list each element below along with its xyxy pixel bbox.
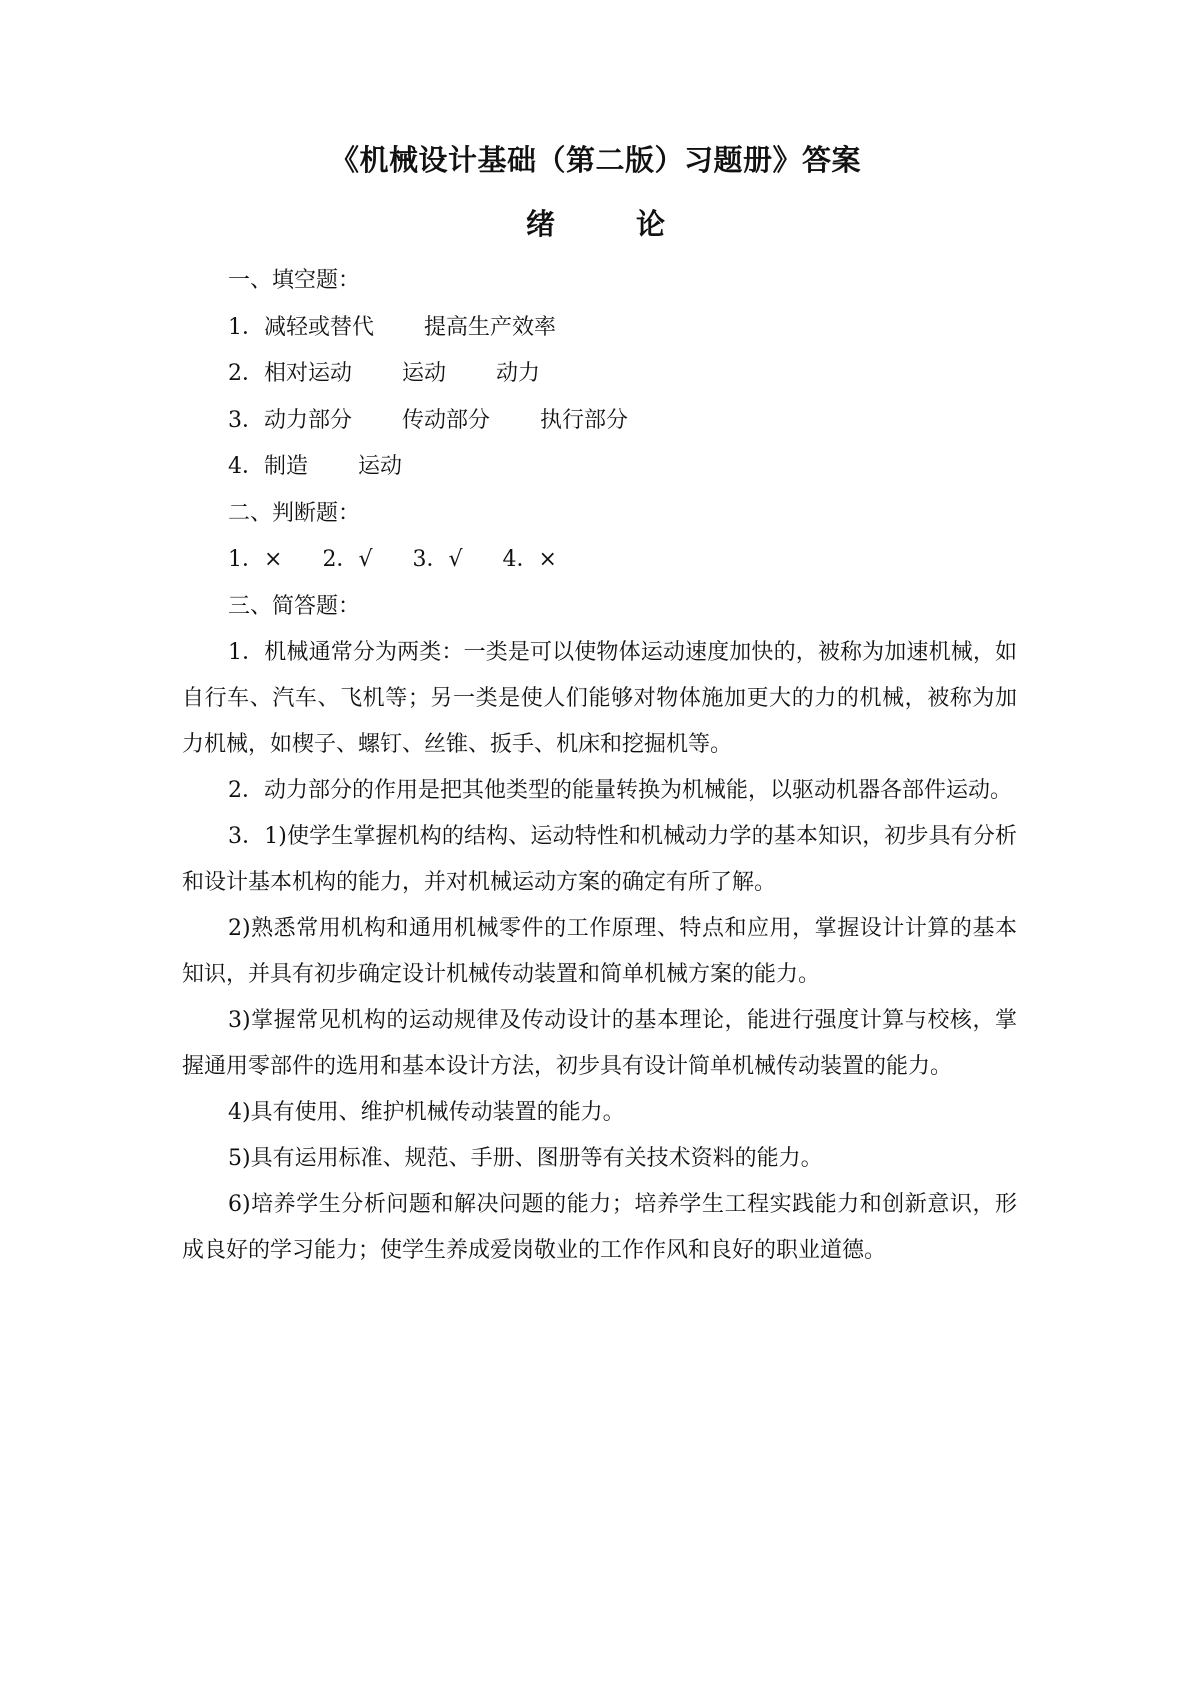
tf-mark: √ — [358, 547, 373, 572]
short-answer-paragraph: 2．动力部分的作用是把其他类型的能量转换为机械能，以驱动机器各部件运动。 — [228, 778, 1012, 803]
fill-blank-item — [182, 351, 1017, 398]
item-number: 3． — [228, 407, 264, 433]
true-false-heading: 二、判断题： — [228, 500, 361, 526]
short-answer-paragraph: 3．1)使学生掌握机构的结构、运动特性和机械动力学的基本知识，初步具有分析和设计基本机构的能力，并对机械运动方案的确定有所了解。 — [182, 824, 1017, 895]
tf-mark: √ — [448, 547, 463, 572]
short-answer-paragraph: 5)具有运用标准、规范、手册、图册等有关技术资料的能力。 — [228, 1146, 823, 1171]
tf-mark: × — [538, 547, 557, 572]
tf-mark: × — [264, 547, 283, 572]
answer: 动力 — [496, 361, 541, 386]
item-number: 4． — [502, 547, 539, 572]
answer-content — [182, 258, 1017, 1274]
item-number: 2． — [322, 547, 359, 572]
answer: 提高生产效率 — [424, 314, 557, 340]
answer: 执行部分 — [540, 407, 629, 433]
short-answer-paragraph: 2)熟悉常用机构和通用机械零件的工作原理、特点和应用，掌握设计计算的基本知识，并具有初步确定设计机械传动装置和简单机械方案的能力。 — [182, 916, 1017, 987]
true-false-answers — [182, 537, 1017, 584]
short-answer-paragraph: 1．机械通常分为两类：一类是可以使物体运动速度加快的，被称为加速机械，如自行车、汽车、飞机等；另一类是使人们能够对物体施加更大的力的机械，被称为加力机械，如楔子、螺钉、丝锥、扳手、机床和挖掘机等。 — [182, 640, 1017, 757]
answer: 传动部分 — [402, 407, 491, 433]
answer: 动力部分 — [264, 407, 353, 433]
item-number: 1． — [228, 547, 264, 572]
answer: 减轻或替代 — [264, 314, 375, 340]
section-title: 绪 论 — [525, 207, 691, 241]
item-number: 1． — [228, 314, 264, 340]
answer: 运动 — [402, 361, 447, 386]
answer: 制造 — [264, 454, 309, 479]
item-number: 2． — [228, 361, 264, 386]
fill-blank-heading: 一、填空题： — [228, 268, 361, 293]
answer: 相对运动 — [264, 361, 353, 386]
short-answer-paragraph: 4)具有使用、维护机械传动装置的能力。 — [228, 1100, 625, 1125]
short-answer-paragraph: 6)培养学生分析问题和解决问题的能力；培养学生工程实践能力和创新意识，形成良好的学习能力；使学生养成爱岗敬业的工作作风和良好的职业道德。 — [182, 1192, 1017, 1263]
document-title: 《机械设计基础（第二版）习题册》答案 — [329, 143, 861, 177]
short-answer-heading: 三、简答题： — [228, 593, 361, 619]
item-number: 4． — [228, 454, 264, 479]
fill-blank-item — [182, 398, 1017, 445]
fill-blank-item — [182, 305, 1017, 352]
fill-blank-item — [182, 444, 1017, 491]
short-answer-paragraph: 3)掌握常见机构的运动规律及传动设计的基本理论，能进行强度计算与校核，掌握通用零部件的选用和基本设计方法，初步具有设计简单机械传动装置的能力。 — [182, 1008, 1017, 1079]
answer: 运动 — [358, 454, 403, 479]
item-number: 3． — [412, 547, 449, 572]
